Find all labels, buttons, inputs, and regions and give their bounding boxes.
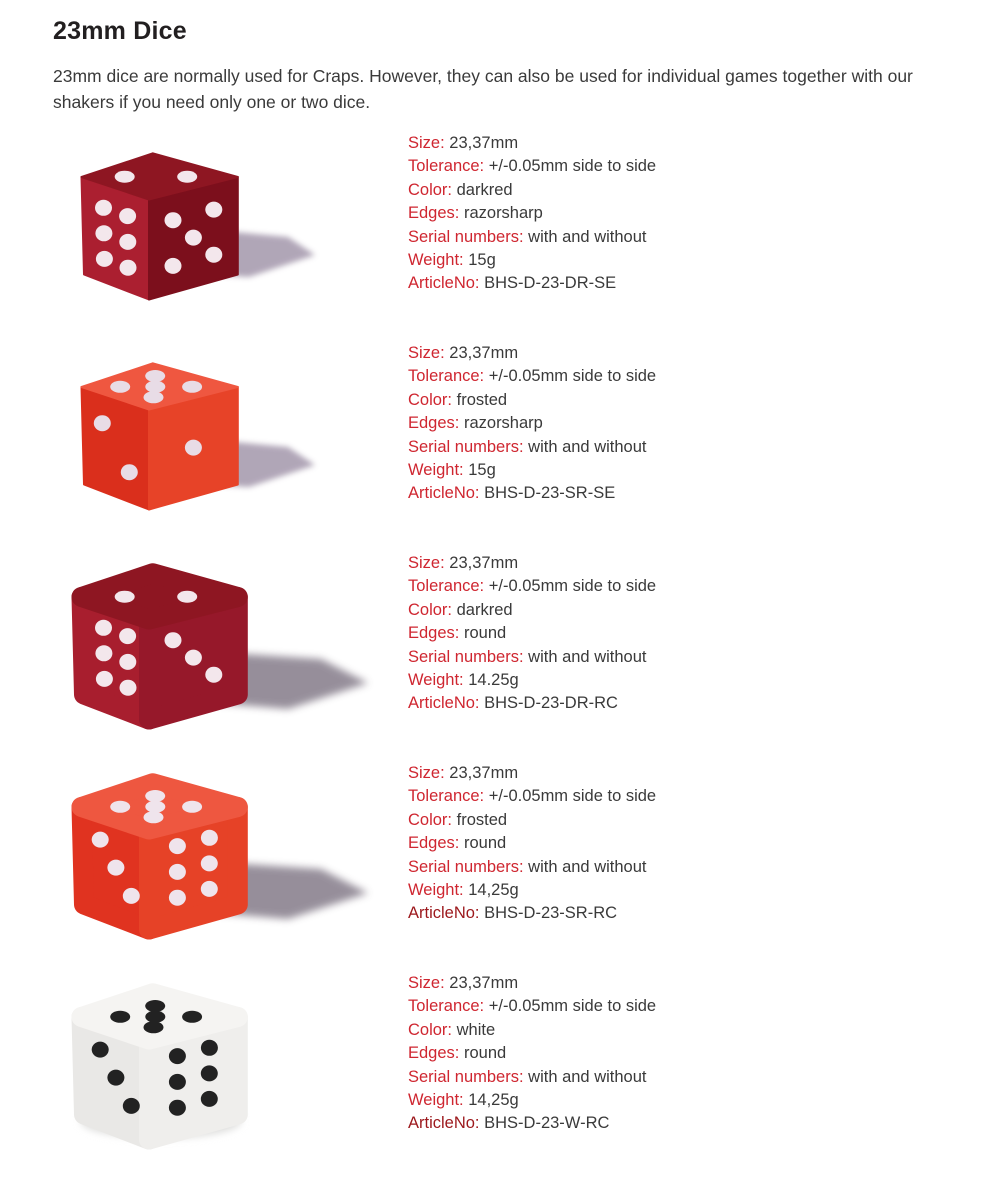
spec-line-size bbox=[408, 132, 656, 155]
die-pip bbox=[145, 801, 165, 813]
spec-value: +/-0.05mm side to side bbox=[488, 997, 657, 1016]
spec-line-weight bbox=[408, 459, 656, 482]
die-pip bbox=[201, 1091, 218, 1107]
product-row bbox=[53, 549, 930, 744]
die-pip bbox=[169, 1074, 186, 1090]
spec-line-size bbox=[408, 972, 656, 995]
spec-value: with and without bbox=[528, 1067, 647, 1086]
die-pip bbox=[201, 830, 218, 846]
die-pip bbox=[107, 860, 124, 876]
die-pip bbox=[119, 208, 136, 224]
spec-value: round bbox=[463, 624, 507, 643]
die-pip bbox=[205, 202, 222, 218]
spec-line-article bbox=[408, 1112, 656, 1135]
die-pip bbox=[110, 1011, 130, 1023]
spec-line-tolerance bbox=[408, 365, 656, 388]
die-pip bbox=[201, 855, 218, 871]
die-pip bbox=[201, 881, 218, 897]
spec-line-weight bbox=[408, 249, 656, 272]
spec-line-edges bbox=[408, 832, 656, 855]
product-specs bbox=[408, 549, 656, 716]
product-row bbox=[53, 759, 930, 954]
spec-line-article bbox=[408, 902, 656, 925]
die-pip bbox=[96, 671, 113, 687]
die-pip bbox=[169, 1100, 186, 1116]
die-pip bbox=[185, 230, 202, 246]
die-pip bbox=[120, 680, 137, 696]
die-pip bbox=[94, 415, 111, 431]
spec-label: Size: bbox=[408, 134, 445, 152]
spec-label: Size: bbox=[408, 344, 445, 362]
dice-image bbox=[53, 759, 408, 954]
product-row bbox=[53, 339, 930, 534]
die-illustration bbox=[53, 549, 393, 744]
die-pip bbox=[110, 801, 130, 813]
spec-value: +/-0.05mm side to side bbox=[488, 367, 657, 386]
die-pip bbox=[145, 370, 165, 382]
die-pip bbox=[201, 1040, 218, 1056]
die-pip bbox=[182, 1011, 202, 1023]
spec-value: darkred bbox=[456, 180, 513, 199]
spec-line-tolerance bbox=[408, 155, 656, 178]
spec-line-tolerance bbox=[408, 575, 656, 598]
die-pip bbox=[96, 251, 113, 267]
spec-value: 14,25g bbox=[468, 881, 519, 900]
spec-line-article bbox=[408, 272, 656, 295]
spec-label: Color: bbox=[408, 600, 453, 619]
spec-value: 15g bbox=[468, 251, 496, 270]
die-pip bbox=[95, 645, 112, 661]
spec-label: Tolerance: bbox=[408, 787, 485, 806]
spec-line-article bbox=[408, 692, 656, 715]
spec-label: ArticleNo: bbox=[408, 484, 480, 503]
spec-label: Serial numbers: bbox=[408, 1067, 524, 1086]
product-list bbox=[53, 129, 930, 1164]
product-row bbox=[53, 129, 930, 324]
die-pip bbox=[145, 790, 165, 802]
die-face-top bbox=[82, 573, 238, 619]
die-pip bbox=[169, 890, 186, 906]
spec-label: Edges: bbox=[408, 834, 460, 853]
die-illustration bbox=[53, 759, 393, 954]
die-pip bbox=[123, 1098, 140, 1114]
die-pip bbox=[182, 381, 202, 393]
die-pip bbox=[182, 801, 202, 813]
spec-label: Weight: bbox=[408, 461, 464, 480]
spec-value: round bbox=[463, 1044, 507, 1063]
spec-line-size bbox=[408, 762, 656, 785]
spec-label: Weight: bbox=[408, 881, 464, 900]
spec-line-serial bbox=[408, 856, 656, 879]
spec-line-edges bbox=[408, 622, 656, 645]
spec-label: Tolerance: bbox=[408, 997, 485, 1016]
die-pip bbox=[115, 591, 135, 603]
spec-line-weight bbox=[408, 1089, 656, 1112]
spec-value: with and without bbox=[528, 437, 647, 456]
die-pip bbox=[115, 171, 135, 183]
die-pip bbox=[92, 1042, 109, 1058]
dice-image bbox=[53, 339, 408, 534]
spec-label: Color: bbox=[408, 810, 453, 829]
die-pip bbox=[110, 381, 130, 393]
product-specs bbox=[408, 339, 656, 506]
spec-label: Tolerance: bbox=[408, 367, 485, 386]
spec-value: BHS-D-23-SR-SE bbox=[484, 484, 616, 503]
spec-line-article bbox=[408, 482, 656, 505]
spec-value: 23,37mm bbox=[449, 974, 519, 992]
spec-value: +/-0.05mm side to side bbox=[488, 577, 657, 596]
spec-value: BHS-D-23-DR-SE bbox=[484, 274, 617, 293]
die-illustration bbox=[53, 129, 393, 324]
spec-line-color bbox=[408, 809, 656, 832]
spec-line-serial bbox=[408, 436, 656, 459]
spec-value: 23,37mm bbox=[449, 764, 519, 782]
spec-label: Color: bbox=[408, 390, 453, 409]
product-row bbox=[53, 969, 930, 1164]
spec-label: Color: bbox=[408, 180, 453, 199]
die-pip bbox=[185, 440, 202, 456]
spec-line-size bbox=[408, 552, 656, 575]
spec-value: 14.25g bbox=[468, 671, 519, 690]
spec-line-edges bbox=[408, 412, 656, 435]
die-pip bbox=[107, 1070, 124, 1086]
spec-value: white bbox=[456, 1020, 496, 1039]
spec-value: 14,25g bbox=[468, 1091, 519, 1110]
spec-line-weight bbox=[408, 669, 656, 692]
spec-line-serial bbox=[408, 646, 656, 669]
spec-label: Weight: bbox=[408, 1091, 464, 1110]
spec-value: round bbox=[463, 834, 507, 853]
die-pip bbox=[144, 391, 164, 403]
spec-value: razorsharp bbox=[463, 414, 543, 433]
spec-label: Serial numbers: bbox=[408, 437, 524, 456]
spec-value: BHS-D-23-DR-RC bbox=[484, 694, 618, 713]
spec-label: Edges: bbox=[408, 624, 460, 643]
dice-image bbox=[53, 129, 408, 324]
die-pip bbox=[201, 1065, 218, 1081]
spec-line-color bbox=[408, 1019, 656, 1042]
die-pip bbox=[205, 667, 222, 683]
spec-value: BHS-D-23-W-RC bbox=[484, 1114, 610, 1133]
spec-value: frosted bbox=[456, 390, 508, 409]
product-specs bbox=[408, 129, 656, 296]
spec-line-color bbox=[408, 599, 656, 622]
spec-value: razorsharp bbox=[463, 204, 543, 223]
die-illustration bbox=[53, 339, 393, 534]
spec-value: +/-0.05mm side to side bbox=[488, 787, 657, 806]
die-pip bbox=[144, 1021, 164, 1033]
spec-label: Size: bbox=[408, 764, 445, 782]
die-pip bbox=[144, 811, 164, 823]
die-pip bbox=[121, 464, 138, 480]
product-specs bbox=[408, 969, 656, 1136]
spec-label: Edges: bbox=[408, 414, 460, 433]
spec-label: ArticleNo: bbox=[408, 694, 480, 713]
spec-value: frosted bbox=[456, 810, 508, 829]
die-pip bbox=[120, 260, 137, 276]
die-pip bbox=[95, 620, 112, 636]
spec-label: ArticleNo: bbox=[408, 904, 480, 923]
spec-label: Tolerance: bbox=[408, 577, 485, 596]
spec-line-tolerance bbox=[408, 785, 656, 808]
die-pip bbox=[165, 258, 182, 274]
die-pip bbox=[185, 650, 202, 666]
die-pip bbox=[145, 1011, 165, 1023]
spec-label: ArticleNo: bbox=[408, 274, 480, 293]
spec-label: Size: bbox=[408, 974, 445, 992]
spec-value: darkred bbox=[456, 600, 513, 619]
dice-image bbox=[53, 969, 408, 1164]
spec-line-color bbox=[408, 389, 656, 412]
die-pip bbox=[119, 628, 136, 644]
die-pip bbox=[95, 200, 112, 216]
spec-value: BHS-D-23-SR-RC bbox=[484, 904, 618, 923]
die-pip bbox=[123, 888, 140, 904]
spec-value: 23,37mm bbox=[449, 344, 519, 362]
spec-value: 15g bbox=[468, 461, 496, 480]
spec-label: Tolerance: bbox=[408, 157, 485, 176]
product-specs bbox=[408, 759, 656, 926]
spec-value: +/-0.05mm side to side bbox=[488, 157, 657, 176]
spec-label: Color: bbox=[408, 1020, 453, 1039]
die-pip bbox=[169, 1048, 186, 1064]
spec-label: Size: bbox=[408, 554, 445, 572]
spec-label: Weight: bbox=[408, 671, 464, 690]
die-pip bbox=[165, 632, 182, 648]
spec-value: with and without bbox=[528, 647, 647, 666]
die-pip bbox=[119, 234, 136, 250]
spec-label: Serial numbers: bbox=[408, 857, 524, 876]
die-pip bbox=[177, 171, 197, 183]
spec-line-size bbox=[408, 342, 656, 365]
spec-line-weight bbox=[408, 879, 656, 902]
die-pip bbox=[165, 212, 182, 228]
spec-value: 23,37mm bbox=[449, 134, 519, 152]
dice-image bbox=[53, 549, 408, 744]
spec-line-edges bbox=[408, 202, 656, 225]
spec-line-serial bbox=[408, 226, 656, 249]
die-pip bbox=[95, 225, 112, 241]
spec-value: with and without bbox=[528, 857, 647, 876]
spec-label: Edges: bbox=[408, 1044, 460, 1063]
spec-line-color bbox=[408, 179, 656, 202]
spec-label: Serial numbers: bbox=[408, 227, 524, 246]
page-title: 23mm Dice bbox=[53, 17, 187, 45]
spec-line-serial bbox=[408, 1066, 656, 1089]
spec-label: ArticleNo: bbox=[408, 1114, 480, 1133]
spec-label: Weight: bbox=[408, 251, 464, 270]
die-pip bbox=[119, 654, 136, 670]
spec-label: Serial numbers: bbox=[408, 647, 524, 666]
die-pip bbox=[145, 1000, 165, 1012]
spec-value: with and without bbox=[528, 227, 647, 246]
die-pip bbox=[169, 864, 186, 880]
die-pip bbox=[205, 247, 222, 263]
die-pip bbox=[169, 838, 186, 854]
spec-line-edges bbox=[408, 1042, 656, 1065]
die-illustration bbox=[53, 969, 393, 1164]
spec-line-tolerance bbox=[408, 995, 656, 1018]
spec-label: Edges: bbox=[408, 204, 460, 223]
die-pip bbox=[92, 832, 109, 848]
die-pip bbox=[145, 381, 165, 393]
intro-text: 23mm dice are normally used for Craps. However, they can also be used for individual games together with our shakers if you need only one or two dice. bbox=[53, 66, 913, 112]
spec-value: 23,37mm bbox=[449, 554, 519, 572]
die-pip bbox=[177, 591, 197, 603]
